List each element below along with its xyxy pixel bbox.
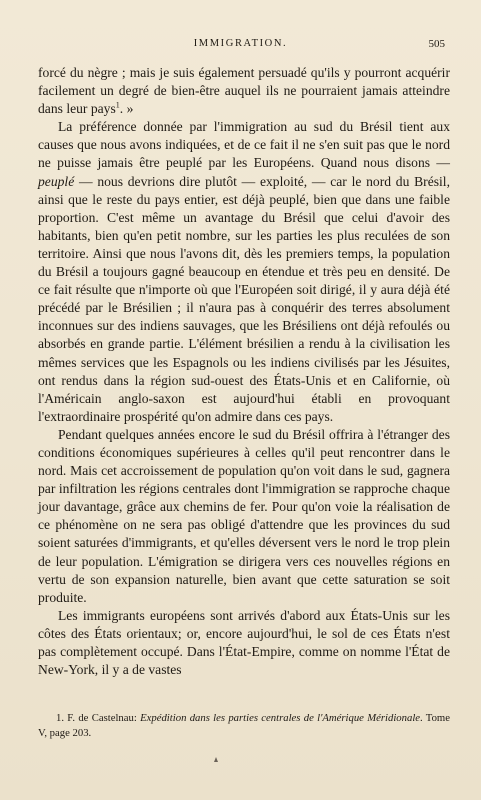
paragraph-3: Pendant quelques années encore le sud du Brésil offrira à l'étranger des conditions économiques supérieures à celles qu'il peut rencontrer dans le nord. Mais cet accroissement de population qu'on voit dans le sud, gagnera par infiltration les régions centrales dont l'immigration se rapproche chaque jour davantage, grâce aux chemins de fer. Pour qu'on voie la réalisation de ce phénomène on ne sera pas obligé d'attendre que les provinces du sud soient saturées d'immigrants, et qu'elles déversent vers le nord le trop plein de leur population. L'émigration se dirigera vers ces nouvelles régions en vertu de son expansion naturelle, bien avant que cette saturation se soit produite. [38, 426, 450, 605]
footnote-tail: . Tome V, page 203. [38, 712, 450, 739]
body-text [38, 64, 450, 679]
paragraph-4: Les immigrants européens sont arrivés d'abord aux États-Unis sur les côtes des États orientaux; or, encore aujourd'hui, le sol de ces États n'est pas complètement occupé. Dans l'État-Empire, comme on nomme l'État de New-York, il y a de vastes [38, 607, 450, 678]
paragraph-1-text: forcé du nègre ; mais je suis également persuadé qu'ils y pourront acquérir facilement un degré de bien-être auquel ils ne pourraient jamais atteindre dans leur pays [38, 65, 450, 117]
paragraph-2-text-b: — nous devrions dire plutôt — exploité, — car le nord du Brésil, ainsi que le reste du pays entier, est déjà peuplé, bien que dans une faible proportion. C'est même un avantage du Brésil que celui d'avoir des habitants, bien qu'en petit nombre, sur les parties les plus reculées de son territoire. Ainsi que nous l'avons dit, dès les premiers temps, la population du Brésil a toujours gagné beaucoup en étendue et très peu en densité. De ce fait résulte que n'importe où que l'Européen soit dirigé, il y aura déjà été précédé par le Brésilien ; il n'aura pas à conquérir des terres absolument inconnues sur des indiens sauvages, que les Brésiliens ont déjà refoulés ou absorbés en grande partie. L'élément brésilien a rendu à la civilisation les mêmes services que les Espagnols ou les indiens civilisés par les Jésuites, ont rendus dans la région sud-ouest des États-Unis et en Californie, où l'Américain anglo-saxon est aujourd'hui établi en provoquant l'extraordinaire prospérité qu'on admire dans ces pays. [38, 173, 450, 424]
paragraph-1 [38, 64, 450, 118]
page-number: 505 [428, 38, 445, 50]
footnote [38, 711, 450, 740]
running-title: IMMIGRATION. [193, 38, 288, 49]
paragraph-2-emphasis: peuplé [38, 173, 75, 189]
paragraph-2-text-a: La préférence donnée par l'immigration au sud du Brésil tient aux causes que nous avons indiquées, et de ce fait il ne s'en suit pas que le nord ne puisse jamais être peuplé par les Européens. Quand nous disons — [38, 119, 450, 171]
footnote-lead: 1. F. de Castelnau: [56, 712, 141, 724]
footnote-reference: 1 [115, 100, 120, 110]
running-header [36, 38, 445, 54]
paragraph-1-tail: . » [119, 101, 134, 117]
paragraph-2 [38, 118, 450, 426]
footnote-1 [38, 711, 450, 740]
footnote-title: Expédition dans les parties centrales de l'Amérique Méridionale [140, 712, 421, 724]
printer-mark [214, 757, 218, 762]
